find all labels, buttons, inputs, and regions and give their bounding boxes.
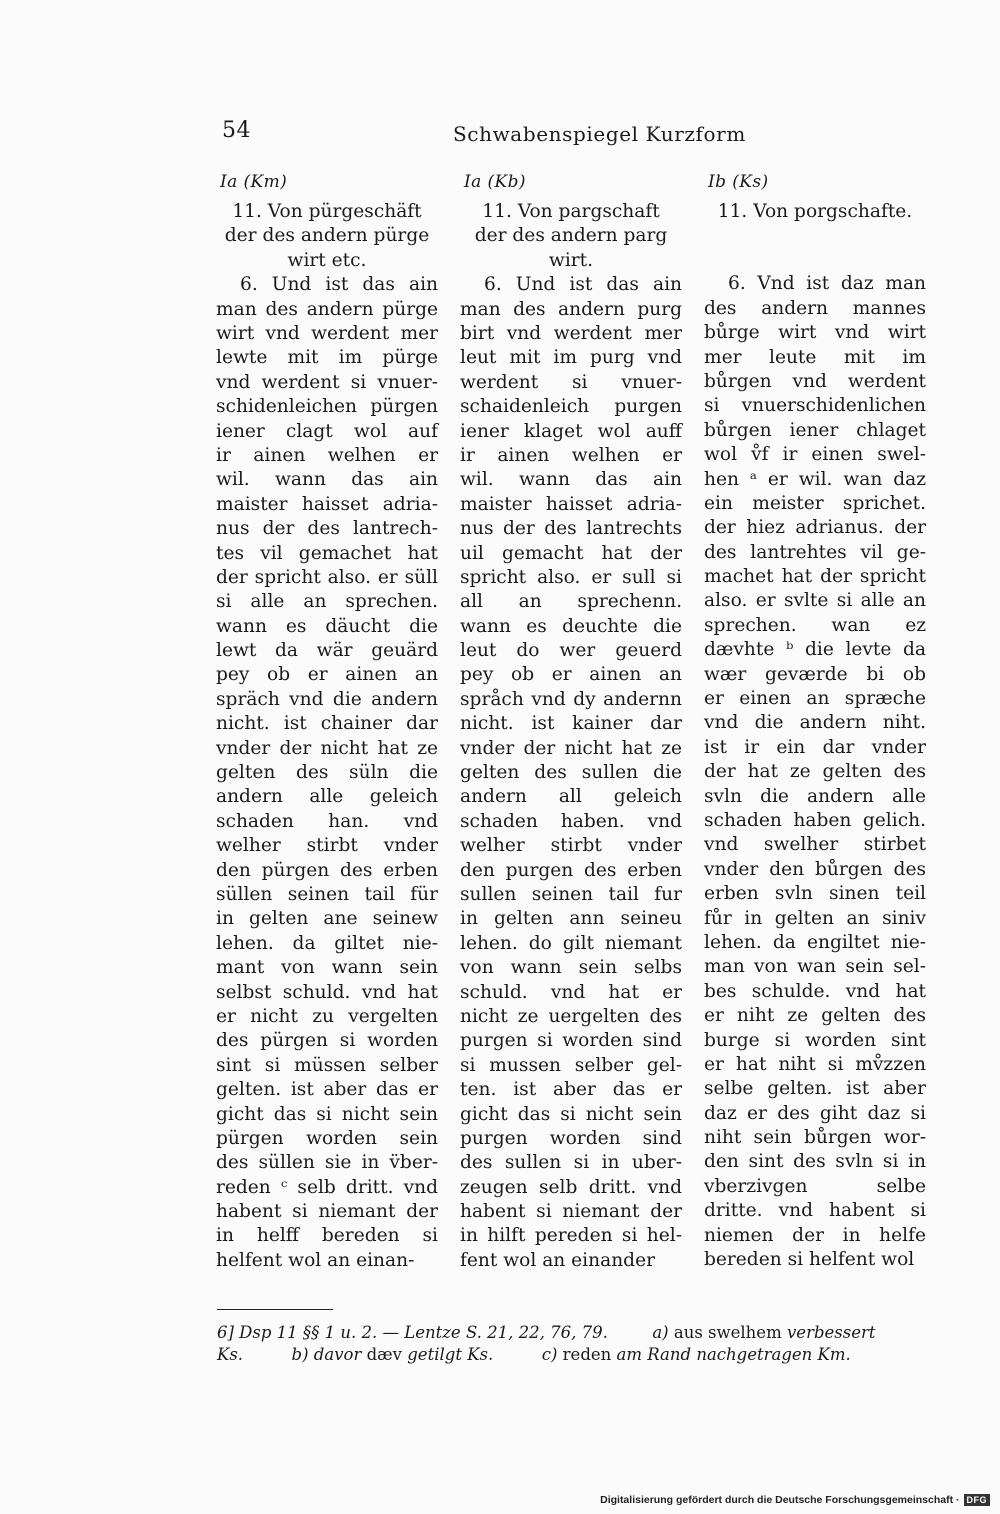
text-line: schaden han. vnd (216, 810, 438, 832)
text-line: iener clagt wol auf (216, 420, 438, 442)
dfg-logo: DFG (964, 1494, 991, 1506)
footnote-6: 6] Dsp 11 §§ 1 u. 2. — Lentze S. 21, 22, 76, 79. (217, 1323, 608, 1342)
text-line: der spricht also. er süll (216, 566, 438, 588)
text-line: pürgen worden sein (216, 1127, 438, 1149)
text-line: nus der des lantrechts (460, 518, 682, 540)
footnote-b-note: getilgt Ks. (402, 1345, 494, 1364)
footnote-b-reading: dæv (366, 1345, 402, 1364)
text-line: niht sein bůrgen wor- (704, 1127, 926, 1149)
text-line: vnd werdent si vnuer- (216, 371, 438, 393)
text-line: mer leute mit im (704, 346, 926, 368)
column-text (216, 273, 438, 1273)
footnote-a-reading: aus swelhem (673, 1323, 782, 1342)
text-line: si mussen selber gel- (460, 1054, 682, 1076)
text-line: vnder der nicht hat ze (460, 737, 682, 759)
digitization-credit (600, 1494, 990, 1506)
text-line: in hilft pereden si hel- (460, 1225, 682, 1247)
text-line: in helff bereden si (216, 1225, 438, 1247)
footnote-line (217, 1344, 927, 1366)
text-line: man von wan sein sel- (704, 956, 926, 978)
text-line: süllen seinen tail für (216, 883, 438, 905)
text-line: man des andern purg (460, 298, 682, 320)
text-line: habent si niemant der (460, 1201, 682, 1223)
text-line: fůr in gelten an siniv (704, 907, 926, 929)
text-line: 6. Und ist das ain (240, 274, 438, 296)
text-line: des sullen si in uber- (460, 1152, 682, 1174)
footnote-b-mark: b) davor (291, 1345, 367, 1364)
footnotes (217, 1322, 927, 1366)
text-line: all an sprechenn. (460, 591, 682, 613)
text-line: bůrge wirt vnd wirt (704, 322, 926, 344)
text-line: iener klaget wol auff (460, 420, 682, 442)
heading-line: der des andern pürge (224, 225, 430, 247)
text-line: vnder den bůrgen des (704, 858, 926, 880)
text-line: sint si müssen selber (216, 1054, 438, 1076)
text-line: des andern mannes (704, 297, 926, 319)
text-line: si vnuerschidenlichen (704, 395, 926, 417)
footnote-c-reading: reden (562, 1345, 612, 1364)
footnote-c-note: am Rand nachgetragen Km. (611, 1345, 851, 1364)
text-line: den purgen des erben (460, 859, 682, 881)
text-line: wann es däucht die (216, 615, 438, 637)
text-line: bereden si helfent wol (704, 1249, 915, 1271)
text-line: schuld. vnd hat er (460, 981, 682, 1003)
text-line: lehen. da engiltet nie- (704, 931, 926, 953)
column-km (216, 170, 438, 1273)
column-sigla: Ia (Kb) (464, 172, 526, 192)
text-line: machet hat der spricht (704, 566, 926, 588)
text-line: des pürgen si worden (216, 1030, 438, 1052)
text-line: habent si niemant der (216, 1201, 438, 1223)
text-line: von wann sein selbs (460, 957, 682, 979)
text-line: in gelten ann seineu (460, 908, 682, 930)
running-head: Schwabenspiegel Kurzform (453, 122, 746, 146)
footnote-a-mark: a) (652, 1323, 674, 1342)
text-line: gelten des süln die (216, 762, 438, 784)
text-line: sprechen. wan ez (704, 614, 926, 636)
text-line: niemen der in helfe (704, 1224, 926, 1246)
text-line: schaden haben. vnd (460, 810, 682, 832)
text-line: 6. Vnd ist daz man (728, 273, 926, 295)
section-heading (460, 200, 682, 273)
footnote-a-note: verbessert (781, 1323, 876, 1342)
footnote-c-mark: c) (541, 1345, 563, 1364)
text-line: 6. Und ist das ain (484, 274, 682, 296)
text-line: dritte. vnd habent si (704, 1200, 926, 1222)
text-line: des süllen sie in v̈ber- (216, 1152, 438, 1174)
text-line: tes vil gemachet hat (216, 542, 438, 564)
text-line: lewt da wär geuärd (216, 640, 438, 662)
text-line: nus der des lantrech- (216, 518, 438, 540)
text-line: des lantrehtes vil ge- (704, 541, 926, 563)
text-line: leut do wer geuerd (460, 640, 682, 662)
text-line: helfent wol an einan- (216, 1249, 415, 1271)
text-line: in gelten ane seinew (216, 908, 438, 930)
column-sigla: Ib (Ks) (708, 172, 769, 192)
footnote-rule (217, 1309, 333, 1310)
text-line: wirt vnd werdent mer (216, 323, 438, 344)
text-line: purgen si worden sind (460, 1030, 682, 1052)
text-line: vberzivgen selbe (704, 1175, 926, 1197)
text-line: lehen. do gilt niemant (460, 932, 682, 954)
heading-line: 11. Von pargschaft (482, 201, 660, 222)
text-line: uil gemacht hat der (460, 542, 682, 564)
text-line: mant von wann sein (216, 957, 438, 979)
text-line: schaden haben gelich. (704, 810, 926, 831)
heading-line: der des andern parg (474, 225, 668, 247)
text-line: wol v̊f ir einen swel- (704, 444, 926, 466)
text-line: werdent si vnuer- (460, 371, 682, 393)
text-line: gelten. ist aber das er (216, 1079, 438, 1101)
column-text (704, 272, 926, 1272)
text-line: fent wol an einander (460, 1249, 655, 1271)
text-line: hen ᵃ er wil. wan daz (704, 468, 926, 490)
text-line: bůrgen iener chlaget (704, 419, 926, 441)
text-line: maister haisset adria- (216, 493, 438, 515)
text-line: vnd swelher stirbet (704, 834, 926, 856)
text-line: nicht. ist chainer dar (216, 713, 438, 735)
text-line: ir ainen welhen er (216, 444, 438, 466)
text-line: den sint des svln si in (704, 1151, 926, 1173)
text-line: schidenleichen pürgen (216, 396, 438, 418)
text-line: ten. ist aber das er (460, 1079, 682, 1101)
text-line: leut mit im purg vnd (460, 347, 682, 369)
text-line: nicht ze uergelten des (460, 1005, 682, 1027)
text-line: nicht. ist kainer dar (460, 713, 682, 735)
credit-text: Digitalisierung gefördert durch die Deutsche Forschungsgemeinschaft · (600, 1494, 960, 1506)
text-line: welher stirbt vnder (216, 835, 438, 857)
text-line: wann es deuchte die (460, 615, 682, 637)
text-line: purgen worden sind (460, 1127, 682, 1149)
heading-line: 11. Von pürgeschäft (232, 201, 422, 222)
text-line: pey ob er ainen an (216, 664, 438, 686)
text-line: bes schulde. vnd hat (704, 980, 926, 1002)
text-line: pey ob er ainen an (460, 664, 682, 686)
column-kb (460, 170, 682, 1273)
text-line: er nicht zu vergelten (216, 1005, 438, 1027)
heading-line: 11. Von porgschafte. (717, 201, 913, 222)
text-line: zeugen selb dritt. vnd (460, 1176, 682, 1198)
text-line: andern all geleich (460, 786, 682, 808)
text-line: bůrgen vnd werdent (704, 370, 926, 392)
text-line: maister haisset adria- (460, 493, 682, 515)
text-line: reden ᶜ selb dritt. vnd (216, 1176, 438, 1198)
text-line: spricht also. er sull si (460, 566, 682, 588)
text-line: spräch vnd die andern (216, 688, 438, 710)
text-line: lehen. da giltet nie- (216, 932, 438, 954)
text-line: ein meister sprichet. (704, 492, 926, 514)
text-line: andern alle geleich (216, 786, 438, 808)
text-line: der hiez adrianus. der (704, 517, 926, 539)
footnote-a-siglum: Ks. (217, 1345, 244, 1364)
page-number: 54 (222, 118, 251, 143)
text-line: den pürgen des erben (216, 859, 438, 881)
heading-line: wirt etc. (287, 249, 367, 271)
text-line: wil. wann das ain (460, 469, 682, 491)
text-line: also. er svlte si alle an (704, 590, 926, 612)
column-text (460, 273, 682, 1273)
text-line: vnder der nicht hat ze (216, 737, 438, 759)
text-line: språch vnd dy andernn (460, 688, 682, 710)
text-line: der hat ze gelten des (704, 761, 926, 783)
text-line: schaidenleich purgen (460, 396, 682, 418)
text-line: dævhte ᵇ die levte da (704, 639, 926, 661)
text-line: gelten des sullen die (460, 762, 682, 784)
footnote-line (217, 1322, 927, 1344)
column-ks (704, 170, 926, 1272)
text-line: er einen an spræche (704, 688, 926, 710)
text-line: erben svln sinen teil (704, 883, 926, 905)
text-line: gicht das si nicht sein (460, 1103, 682, 1125)
text-line: selbst schuld. vnd hat (216, 981, 438, 1003)
text-line: vnd die andern niht. (704, 712, 926, 734)
section-heading (704, 200, 926, 224)
text-line: wil. wann das ain (216, 469, 438, 491)
text-line: si alle an sprechen. (216, 591, 438, 613)
text-line: man des andern pürge (216, 298, 438, 320)
text-line: sullen seinen tail fur (460, 883, 682, 905)
text-line: burge si worden sint (704, 1029, 926, 1051)
heading-line: wirt. (548, 249, 594, 271)
text-line: ir ainen welhen er (460, 444, 682, 466)
text-line: svln die andern alle (704, 785, 926, 807)
text-line: lewte mit im pürge (216, 347, 438, 369)
text-line: ist ir ein dar vnder (704, 736, 926, 758)
text-line: birt vnd werdent mer (460, 323, 682, 344)
text-line: daz er des giht daz si (704, 1102, 926, 1124)
text-line: wær geværde bi ob (704, 663, 926, 685)
text-line: gicht das si nicht sein (216, 1103, 438, 1125)
text-line: er niht ze gelten des (704, 1005, 926, 1027)
section-heading (216, 200, 438, 273)
column-sigla: Ia (Km) (220, 172, 288, 192)
text-line: selbe gelten. ist aber (704, 1078, 926, 1100)
text-line: welher stirbt vnder (460, 835, 682, 857)
text-line: er hat niht si mv̊zzen (704, 1053, 926, 1075)
